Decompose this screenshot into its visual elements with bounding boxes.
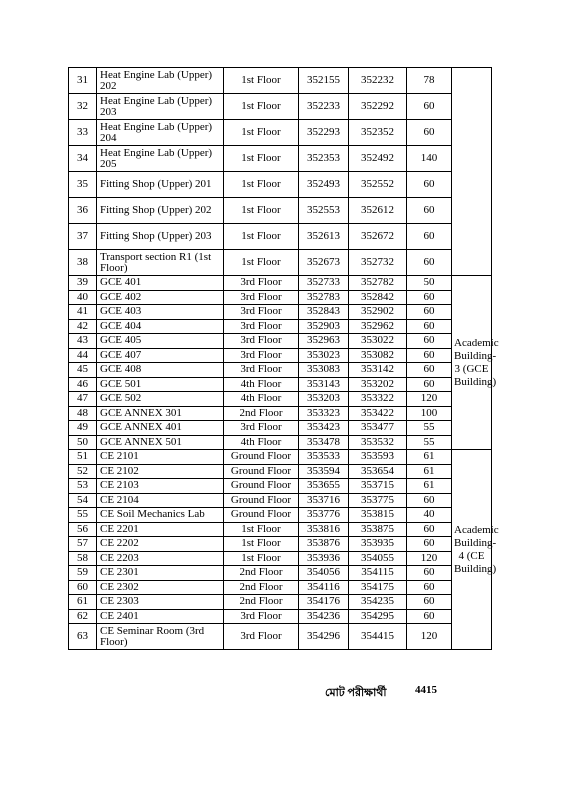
count-cell: 60 <box>407 172 452 198</box>
room-cell: Transport section R1 (1st Floor) <box>97 250 224 276</box>
count-cell: 60 <box>407 250 452 276</box>
serial-cell: 51 <box>69 450 97 465</box>
room-cell: CE Soil Mechanics Lab <box>97 508 224 523</box>
roll-from-cell: 353423 <box>299 421 349 436</box>
room-cell: CE 2102 <box>97 464 224 479</box>
floor-cell: 4th Floor <box>224 392 299 407</box>
roll-to-cell: 354235 <box>349 595 407 610</box>
table-row <box>69 392 492 407</box>
roll-to-cell: 352842 <box>349 290 407 305</box>
floor-cell: 3rd Floor <box>224 624 299 650</box>
room-cell: CE 2301 <box>97 566 224 581</box>
serial-cell: 33 <box>69 120 97 146</box>
floor-cell: 3rd Floor <box>224 609 299 624</box>
count-cell: 55 <box>407 435 452 450</box>
count-cell: 61 <box>407 464 452 479</box>
room-cell: GCE 404 <box>97 319 224 334</box>
roll-from-cell: 352493 <box>299 172 349 198</box>
serial-cell: 44 <box>69 348 97 363</box>
roll-to-cell: 352732 <box>349 250 407 276</box>
room-cell: GCE 408 <box>97 363 224 378</box>
table-row <box>69 609 492 624</box>
roll-from-cell: 352843 <box>299 305 349 320</box>
serial-cell: 58 <box>69 551 97 566</box>
room-cell: Heat Engine Lab (Upper) 202 <box>97 68 224 94</box>
floor-cell: 2nd Floor <box>224 595 299 610</box>
serial-cell: 42 <box>69 319 97 334</box>
floor-cell: 1st Floor <box>224 551 299 566</box>
floor-cell: 2nd Floor <box>224 566 299 581</box>
table-row <box>69 348 492 363</box>
table-row <box>69 94 492 120</box>
serial-cell: 38 <box>69 250 97 276</box>
count-cell: 60 <box>407 94 452 120</box>
floor-cell: 1st Floor <box>224 224 299 250</box>
floor-cell: Ground Floor <box>224 493 299 508</box>
floor-cell: 1st Floor <box>224 68 299 94</box>
table-row <box>69 479 492 494</box>
roll-from-cell: 353655 <box>299 479 349 494</box>
floor-cell: Ground Floor <box>224 450 299 465</box>
roll-from-cell: 352963 <box>299 334 349 349</box>
serial-cell: 45 <box>69 363 97 378</box>
count-cell: 61 <box>407 450 452 465</box>
roll-to-cell: 353654 <box>349 464 407 479</box>
roll-from-cell: 352903 <box>299 319 349 334</box>
room-cell: CE 2401 <box>97 609 224 624</box>
room-cell: Heat Engine Lab (Upper) 203 <box>97 94 224 120</box>
serial-cell: 37 <box>69 224 97 250</box>
roll-to-cell: 353322 <box>349 392 407 407</box>
room-cell: CE Seminar Room (3rd Floor) <box>97 624 224 650</box>
count-cell: 61 <box>407 479 452 494</box>
floor-cell: 1st Floor <box>224 250 299 276</box>
roll-to-cell: 353142 <box>349 363 407 378</box>
count-cell: 60 <box>407 609 452 624</box>
serial-cell: 39 <box>69 276 97 291</box>
table-row <box>69 508 492 523</box>
table-row <box>69 250 492 276</box>
room-cell: GCE 401 <box>97 276 224 291</box>
count-cell: 60 <box>407 595 452 610</box>
room-cell: GCE 501 <box>97 377 224 392</box>
room-cell: CE 2203 <box>97 551 224 566</box>
serial-cell: 41 <box>69 305 97 320</box>
serial-cell: 52 <box>69 464 97 479</box>
table-row <box>69 551 492 566</box>
roll-from-cell: 354176 <box>299 595 349 610</box>
serial-cell: 31 <box>69 68 97 94</box>
count-cell: 60 <box>407 580 452 595</box>
room-cell: CE 2201 <box>97 522 224 537</box>
room-cell: CE 2302 <box>97 580 224 595</box>
roll-to-cell: 354295 <box>349 609 407 624</box>
roll-from-cell: 353816 <box>299 522 349 537</box>
serial-cell: 48 <box>69 406 97 421</box>
room-cell: CE 2303 <box>97 595 224 610</box>
roll-to-cell: 353815 <box>349 508 407 523</box>
roll-to-cell: 353082 <box>349 348 407 363</box>
serial-cell: 62 <box>69 609 97 624</box>
roll-to-cell: 353022 <box>349 334 407 349</box>
roll-from-cell: 352353 <box>299 146 349 172</box>
floor-cell: 1st Floor <box>224 146 299 172</box>
room-cell: GCE 403 <box>97 305 224 320</box>
table-row <box>69 290 492 305</box>
count-cell: 55 <box>407 421 452 436</box>
table-row <box>69 198 492 224</box>
table-row <box>69 146 492 172</box>
roll-to-cell: 352782 <box>349 276 407 291</box>
count-cell: 60 <box>407 120 452 146</box>
table-row <box>69 305 492 320</box>
floor-cell: 3rd Floor <box>224 363 299 378</box>
building-cell-ce: Academic Building-4 (CE Building) <box>452 450 492 650</box>
count-cell: 40 <box>407 508 452 523</box>
room-cell: Fitting Shop (Upper) 203 <box>97 224 224 250</box>
roll-to-cell: 352352 <box>349 120 407 146</box>
count-cell: 100 <box>407 406 452 421</box>
roll-from-cell: 352673 <box>299 250 349 276</box>
roll-from-cell: 353083 <box>299 363 349 378</box>
floor-cell: 1st Floor <box>224 198 299 224</box>
roll-to-cell: 353875 <box>349 522 407 537</box>
table-row <box>69 566 492 581</box>
roll-from-cell: 353876 <box>299 537 349 552</box>
roll-to-cell: 353532 <box>349 435 407 450</box>
table-row <box>69 624 492 650</box>
roll-from-cell: 353203 <box>299 392 349 407</box>
serial-cell: 49 <box>69 421 97 436</box>
table-row <box>69 435 492 450</box>
roll-from-cell: 352293 <box>299 120 349 146</box>
room-cell: GCE 407 <box>97 348 224 363</box>
room-cell: CE 2202 <box>97 537 224 552</box>
roll-from-cell: 353776 <box>299 508 349 523</box>
roll-to-cell: 352612 <box>349 198 407 224</box>
count-cell: 60 <box>407 290 452 305</box>
roll-from-cell: 352553 <box>299 198 349 224</box>
roll-to-cell: 352232 <box>349 68 407 94</box>
floor-cell: 3rd Floor <box>224 348 299 363</box>
table-row <box>69 363 492 378</box>
room-cell: Fitting Shop (Upper) 201 <box>97 172 224 198</box>
serial-cell: 50 <box>69 435 97 450</box>
roll-to-cell: 353715 <box>349 479 407 494</box>
serial-cell: 46 <box>69 377 97 392</box>
room-cell: Heat Engine Lab (Upper) 204 <box>97 120 224 146</box>
serial-cell: 56 <box>69 522 97 537</box>
roll-to-cell: 353202 <box>349 377 407 392</box>
floor-cell: 3rd Floor <box>224 334 299 349</box>
room-cell: GCE 402 <box>97 290 224 305</box>
count-cell: 120 <box>407 392 452 407</box>
total-value: 4415 <box>415 684 437 696</box>
roll-to-cell: 352492 <box>349 146 407 172</box>
serial-cell: 63 <box>69 624 97 650</box>
serial-cell: 60 <box>69 580 97 595</box>
serial-cell: 61 <box>69 595 97 610</box>
floor-cell: 3rd Floor <box>224 319 299 334</box>
total-label: মোট পরীক্ষার্থী <box>325 687 387 699</box>
roll-from-cell: 352233 <box>299 94 349 120</box>
count-cell: 60 <box>407 334 452 349</box>
count-cell: 60 <box>407 537 452 552</box>
room-cell: CE 2104 <box>97 493 224 508</box>
roll-from-cell: 353533 <box>299 450 349 465</box>
room-cell: GCE 405 <box>97 334 224 349</box>
roll-to-cell: 354115 <box>349 566 407 581</box>
serial-cell: 57 <box>69 537 97 552</box>
serial-cell: 47 <box>69 392 97 407</box>
table-row <box>69 522 492 537</box>
room-cell: Heat Engine Lab (Upper) 205 <box>97 146 224 172</box>
roll-from-cell: 352783 <box>299 290 349 305</box>
roll-to-cell: 354175 <box>349 580 407 595</box>
serial-cell: 55 <box>69 508 97 523</box>
floor-cell: 1st Floor <box>224 537 299 552</box>
table-row <box>69 406 492 421</box>
room-cell: GCE 502 <box>97 392 224 407</box>
roll-from-cell: 353594 <box>299 464 349 479</box>
roll-to-cell: 354415 <box>349 624 407 650</box>
roll-from-cell: 354236 <box>299 609 349 624</box>
count-cell: 60 <box>407 305 452 320</box>
table-row <box>69 68 492 94</box>
building-cell-first <box>452 68 492 276</box>
roll-from-cell: 353323 <box>299 406 349 421</box>
count-cell: 50 <box>407 276 452 291</box>
table-row <box>69 276 492 291</box>
serial-cell: 59 <box>69 566 97 581</box>
table-row <box>69 172 492 198</box>
serial-cell: 35 <box>69 172 97 198</box>
serial-cell: 54 <box>69 493 97 508</box>
count-cell: 60 <box>407 198 452 224</box>
roll-to-cell: 353477 <box>349 421 407 436</box>
count-cell: 60 <box>407 377 452 392</box>
roll-from-cell: 352155 <box>299 68 349 94</box>
floor-cell: Ground Floor <box>224 508 299 523</box>
building-cell-gce: Academic Building-3 (GCE Building) <box>452 276 492 450</box>
table-row <box>69 224 492 250</box>
serial-cell: 43 <box>69 334 97 349</box>
table-row <box>69 464 492 479</box>
roll-from-cell: 353143 <box>299 377 349 392</box>
count-cell: 60 <box>407 319 452 334</box>
table-row <box>69 450 492 465</box>
floor-cell: 2nd Floor <box>224 406 299 421</box>
count-cell: 120 <box>407 624 452 650</box>
room-cell: GCE ANNEX 401 <box>97 421 224 436</box>
roll-to-cell: 353593 <box>349 450 407 465</box>
floor-cell: Ground Floor <box>224 464 299 479</box>
table-row <box>69 580 492 595</box>
floor-cell: 3rd Floor <box>224 276 299 291</box>
floor-cell: 4th Floor <box>224 435 299 450</box>
roll-from-cell: 352733 <box>299 276 349 291</box>
floor-cell: 1st Floor <box>224 172 299 198</box>
roll-from-cell: 353716 <box>299 493 349 508</box>
floor-cell: 4th Floor <box>224 377 299 392</box>
serial-cell: 36 <box>69 198 97 224</box>
count-cell: 60 <box>407 224 452 250</box>
count-cell: 60 <box>407 363 452 378</box>
floor-cell: 1st Floor <box>224 522 299 537</box>
roll-to-cell: 352902 <box>349 305 407 320</box>
roll-to-cell: 353422 <box>349 406 407 421</box>
table-body <box>69 68 499 650</box>
roll-to-cell: 352552 <box>349 172 407 198</box>
roll-to-cell: 354055 <box>349 551 407 566</box>
count-cell: 140 <box>407 146 452 172</box>
table-row <box>69 421 492 436</box>
roll-to-cell: 352292 <box>349 94 407 120</box>
roll-to-cell: 353775 <box>349 493 407 508</box>
room-cell: CE 2101 <box>97 450 224 465</box>
roll-to-cell: 353935 <box>349 537 407 552</box>
floor-cell: 1st Floor <box>224 94 299 120</box>
roll-to-cell: 352962 <box>349 319 407 334</box>
floor-cell: 2nd Floor <box>224 580 299 595</box>
floor-cell: 1st Floor <box>224 120 299 146</box>
room-cell: Fitting Shop (Upper) 202 <box>97 198 224 224</box>
roll-from-cell: 354116 <box>299 580 349 595</box>
table-row <box>69 319 492 334</box>
roll-from-cell: 354056 <box>299 566 349 581</box>
count-cell: 60 <box>407 522 452 537</box>
floor-cell: 3rd Floor <box>224 305 299 320</box>
count-cell: 78 <box>407 68 452 94</box>
table-row <box>69 595 492 610</box>
serial-cell: 53 <box>69 479 97 494</box>
room-cell: CE 2103 <box>97 479 224 494</box>
floor-cell: 3rd Floor <box>224 290 299 305</box>
floor-cell: 3rd Floor <box>224 421 299 436</box>
table-row <box>69 537 492 552</box>
table-row <box>69 377 492 392</box>
floor-cell: Ground Floor <box>224 479 299 494</box>
roll-from-cell: 353023 <box>299 348 349 363</box>
seat-plan-table <box>68 67 499 650</box>
roll-from-cell: 354296 <box>299 624 349 650</box>
table-row <box>69 120 492 146</box>
count-cell: 60 <box>407 566 452 581</box>
roll-to-cell: 352672 <box>349 224 407 250</box>
serial-cell: 32 <box>69 94 97 120</box>
count-cell: 60 <box>407 493 452 508</box>
serial-cell: 34 <box>69 146 97 172</box>
room-cell: GCE ANNEX 301 <box>97 406 224 421</box>
table-row <box>69 493 492 508</box>
roll-from-cell: 353478 <box>299 435 349 450</box>
serial-cell: 40 <box>69 290 97 305</box>
count-cell: 60 <box>407 348 452 363</box>
roll-from-cell: 353936 <box>299 551 349 566</box>
roll-from-cell: 352613 <box>299 224 349 250</box>
table-row <box>69 334 492 349</box>
room-cell: GCE ANNEX 501 <box>97 435 224 450</box>
count-cell: 120 <box>407 551 452 566</box>
